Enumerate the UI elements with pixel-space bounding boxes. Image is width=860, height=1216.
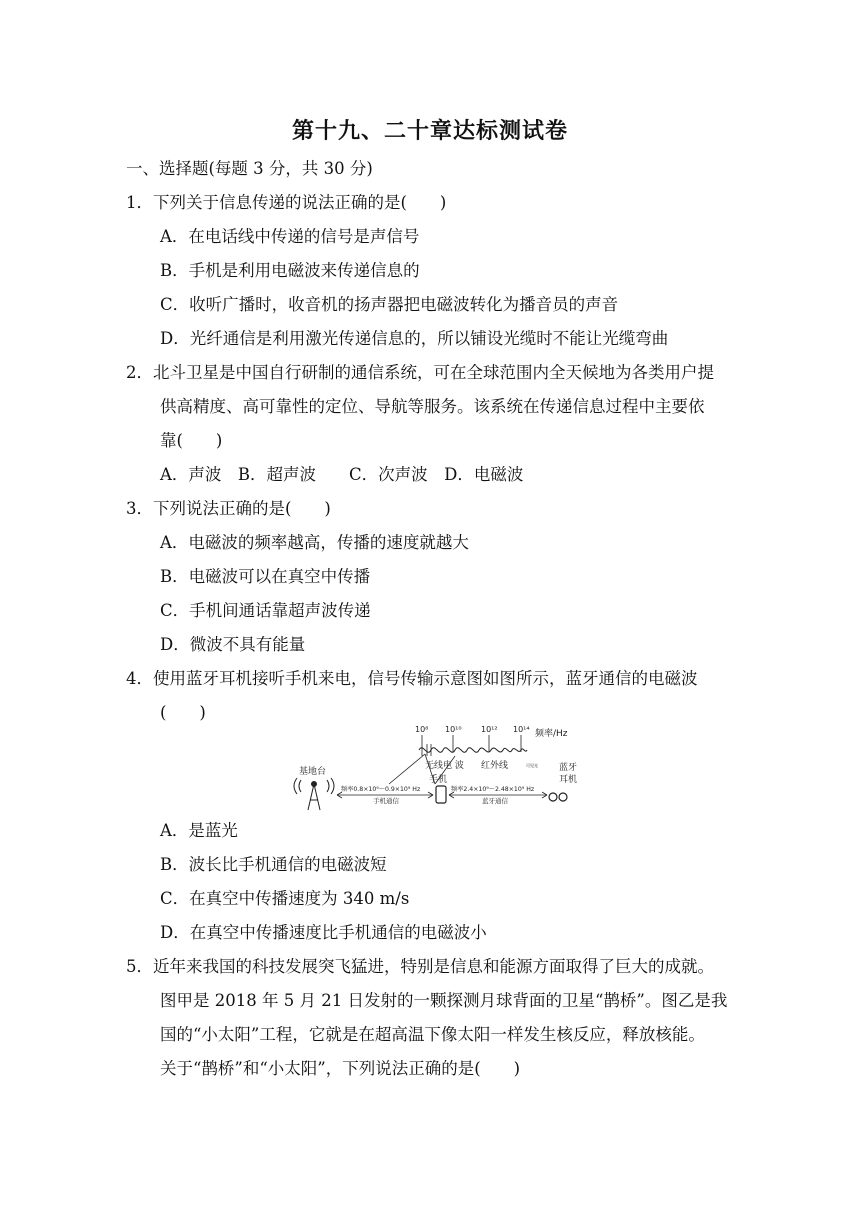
question-5-stem-line-3: 国的“小太阳”工程，它就是在超高温下像太阳一样发生核反应，释放核能。 [160, 1025, 705, 1044]
earphone-label-1: 蓝牙 [559, 763, 578, 773]
phone-comm-caption: 手机通信 [373, 797, 399, 805]
question-1-option-a: A．在电话线中传递的信号是声信号 [160, 227, 420, 246]
freq-tick-label: 10¹² [481, 725, 498, 734]
base-station-icon [294, 778, 334, 810]
freq-axis-label: 频率/Hz [535, 729, 568, 739]
phone-icon [436, 786, 446, 803]
question-3-option-a: A．电磁波的频率越高，传播的速度就越大 [160, 533, 469, 552]
question-1-option-c: C．收听广播时，收音机的扬声器把电磁波转化为播音员的声音 [160, 295, 619, 314]
freq-tick-label: 10¹⁴ [513, 725, 530, 734]
phone-label: 手机 [429, 775, 448, 785]
question-4-stem-line-1: 4．使用蓝牙耳机接听手机来电，信号传输示意图如图所示，蓝牙通信的电磁波 [126, 669, 698, 688]
earphone-label-2: 耳机 [559, 775, 578, 785]
question-4-option-c: C．在真空中传播速度为 340 m/s [160, 889, 410, 908]
question-2-options: A．声波 B．超声波 C．次声波 D．电磁波 [160, 465, 524, 484]
question-3-option-b: B．电磁波可以在真空中传播 [160, 567, 371, 586]
em-wave [419, 748, 527, 753]
band-radio-label: 无线电 波 [425, 761, 464, 771]
freq-tick-label: 10¹⁰ [445, 725, 462, 734]
question-5-stem-line-2: 图甲是 2018 年 5 月 21 日发射的一颗探测月球背面的卫星“鹊桥”。图乙是我 [160, 991, 728, 1010]
question-4-stem-line-2: ( ) [160, 703, 206, 722]
freq-tick-marks [422, 735, 521, 756]
phone-comm-frequency: 频率0.8×10⁹～0.9×10⁹ Hz [341, 786, 421, 793]
question-1-option-b: B．手机是利用电磁波来传递信息的 [160, 261, 420, 280]
question-2-stem-line-2: 供高精度、高可靠性的定位、导航等服务。该系统在传递信息过程中主要依 [160, 397, 705, 416]
band-infrared-label: 红外线 [481, 761, 509, 771]
earphone-icon [549, 793, 567, 801]
question-2-stem-line-3: 靠( ) [160, 431, 223, 450]
base-station-label: 基地台 [299, 767, 327, 777]
section-heading: 一、选择题(每题 3 分，共 30 分) [126, 159, 373, 178]
freq-tick-label: 10⁸ [415, 725, 429, 734]
band-visible-label: 可见光 [526, 763, 538, 768]
question-4-option-a: A．是蓝光 [160, 821, 238, 840]
question-4-option-b: B．波长比手机通信的电磁波短 [160, 855, 387, 874]
question-5-stem-line-1: 5．近年来我国的科技发展突飞猛进，特别是信息和能源方面取得了巨大的成就。 [126, 957, 714, 976]
question-3-option-d: D．微波不具有能量 [160, 635, 306, 654]
question-1-stem: 1．下列关于信息传递的说法正确的是( ) [126, 193, 447, 212]
question-3-option-c: C．手机间通话靠超声波传递 [160, 601, 371, 620]
page-title: 第十九、二十章达标测试卷 [291, 118, 568, 144]
question-4-option-d: D．在真空中传播速度比手机通信的电磁波小 [160, 923, 487, 942]
bluetooth-caption: 蓝牙通信 [482, 797, 508, 805]
question-1-option-d: D．光纤通信是利用激光传递信息的，所以铺设光缆时不能让光缆弯曲 [160, 329, 669, 348]
bluetooth-frequency: 频率2.4×10⁹～2.48×10⁹ Hz [451, 786, 535, 793]
question-3-stem: 3．下列说法正确的是( ) [126, 499, 331, 518]
signal-transmission-diagram [285, 722, 585, 814]
question-2-stem-line-1: 2．北斗卫星是中国自行研制的通信系统，可在全球范围内全天候地为各类用户提 [126, 363, 714, 382]
question-5-stem-line-4: 关于“鹊桥”和“小太阳”，下列说法正确的是( ) [160, 1059, 521, 1078]
